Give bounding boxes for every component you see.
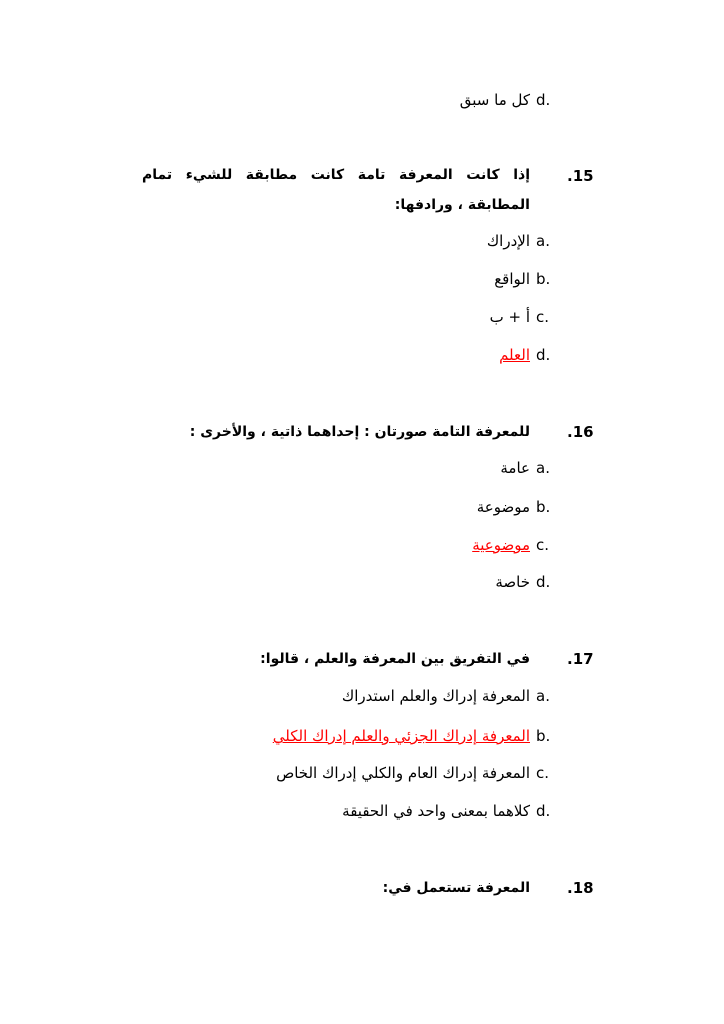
- option-letter: c.: [536, 536, 550, 554]
- option-letter: d.: [536, 91, 551, 109]
- question-text: في التفريق بين المعرفة والعلم ، قالوا:: [260, 651, 530, 667]
- option-letter: d.: [536, 802, 551, 820]
- question-text: المعرفة تستعمل في:: [382, 880, 530, 896]
- option-letter: c.: [536, 764, 550, 782]
- question-text: إذا كانت المعرفة تامة كانت مطابقة للشيء تمام المطابقة ، ورادفها:: [142, 167, 530, 213]
- option-letter: b.: [536, 270, 551, 288]
- option-letter: a.: [536, 687, 550, 705]
- question-number: .17: [567, 650, 594, 668]
- correct-answer-text: العلم: [499, 346, 530, 364]
- option-text: كلاهما بمعنى واحد في الحقيقة: [342, 802, 530, 820]
- option-letter: a.: [536, 459, 550, 477]
- option-text: المعرفة إدراك والعلم استدراك: [341, 687, 530, 705]
- option-text: المعرفة إدراك العام والكلي إدراك الخاص: [276, 764, 530, 782]
- option-text: أ + ب: [489, 308, 530, 326]
- option-letter: c.: [536, 308, 550, 326]
- option-letter: b.: [536, 727, 551, 745]
- question-number: .16: [567, 423, 594, 441]
- option-text: خاصة: [495, 573, 530, 591]
- question-number: .18: [567, 879, 594, 897]
- correct-answer-text: المعرفة إدراك الجزئي والعلم إدراك الكلي: [272, 727, 530, 745]
- option-letter: d.: [536, 573, 551, 591]
- option-text: الإدراك: [486, 232, 530, 250]
- question-number: .15: [567, 167, 594, 185]
- option-letter: b.: [536, 498, 551, 516]
- option-text: كل ما سبق: [459, 91, 530, 109]
- option-text: موضوعة: [476, 498, 530, 516]
- question-text: للمعرفة التامة صورتان : إحداهما ذاتية ، والأخرى :: [189, 424, 530, 440]
- option-text: الواقع: [494, 270, 530, 288]
- option-text: عامة: [500, 459, 530, 477]
- option-letter: d.: [536, 346, 551, 364]
- correct-answer-text: موضوعية: [472, 536, 530, 554]
- option-letter: a.: [536, 232, 550, 250]
